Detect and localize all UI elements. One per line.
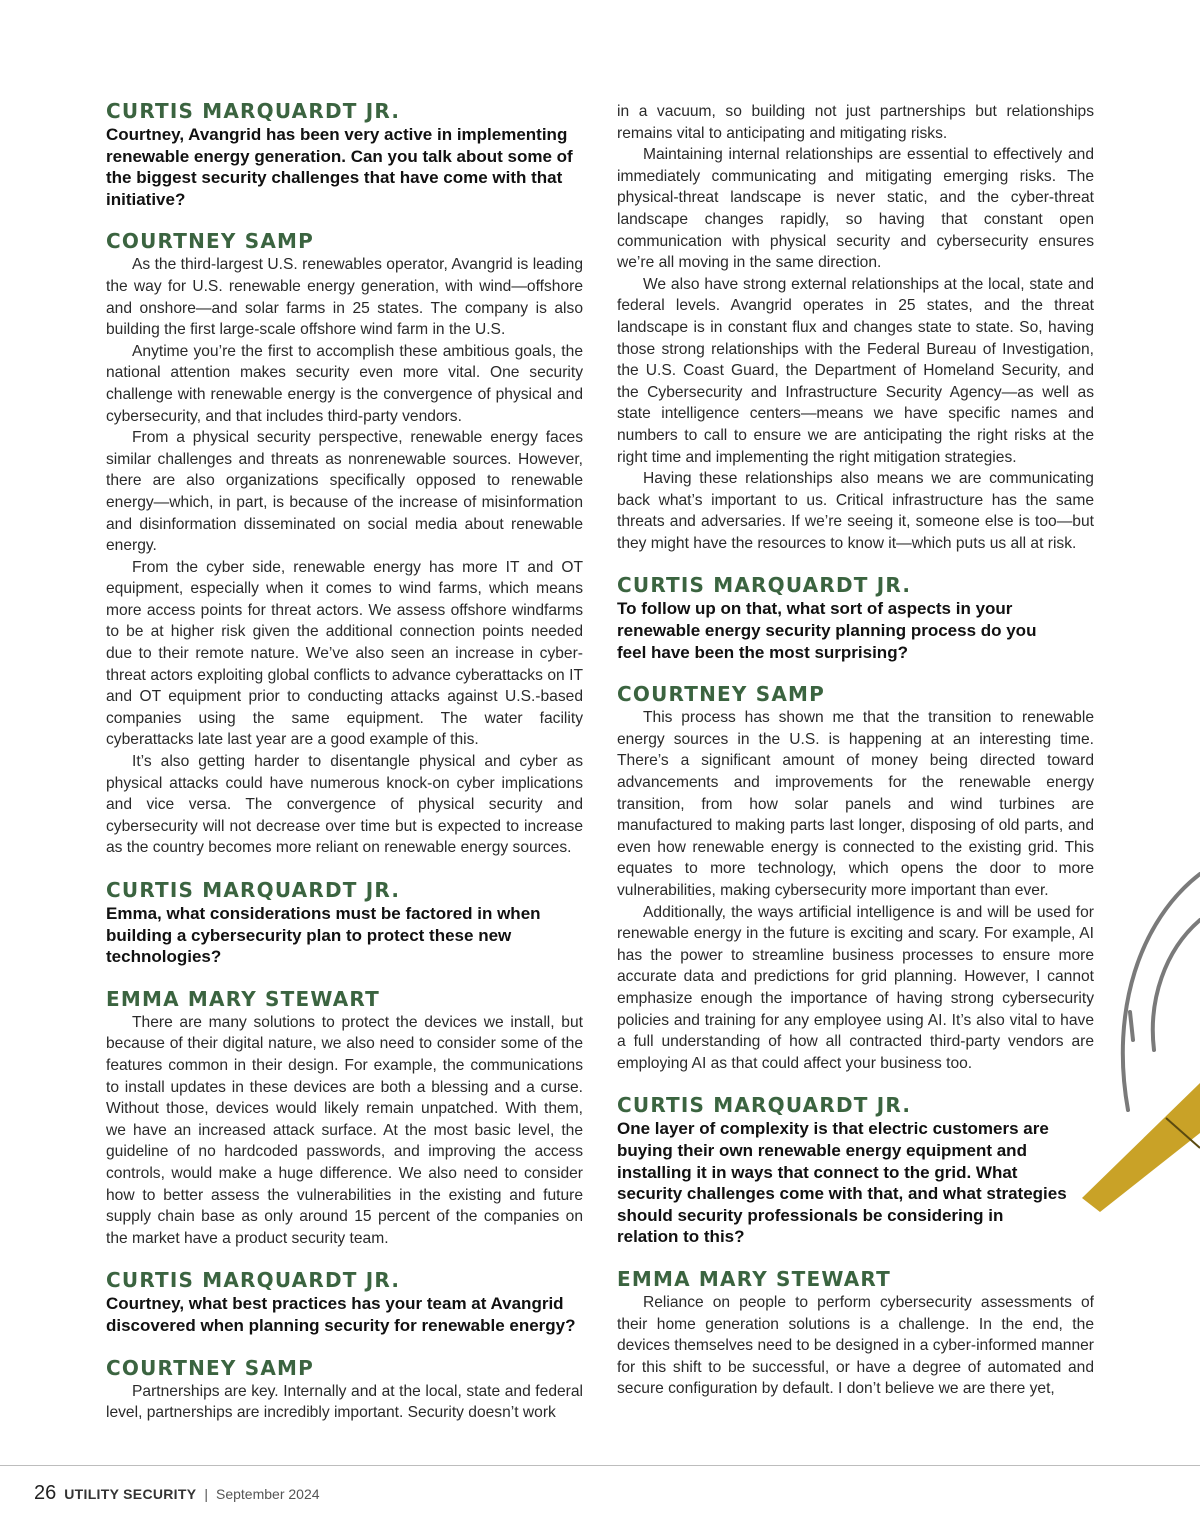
signal-arc-inner <box>1153 920 1200 1050</box>
speaker-label: COURTNEY SAMP <box>106 1355 314 1380</box>
issue-date: September 2024 <box>216 1486 320 1502</box>
signal-tick <box>1130 1012 1133 1040</box>
signal-arc-outer <box>1123 874 1200 1110</box>
decorative-signal-graphic <box>1070 860 1200 1240</box>
speaker-label: CURTIS MARQUARDT JR. <box>617 573 912 598</box>
speaker-label: COURTNEY SAMP <box>106 229 314 254</box>
speaker-label: CURTIS MARQUARDT JR. <box>106 1268 401 1293</box>
page-number: 26 <box>34 1482 57 1504</box>
right-column <box>617 101 1094 1400</box>
left-column <box>106 100 583 1424</box>
footer-rule <box>0 1465 1200 1466</box>
answer-paragraph: There are many solutions to protect the devices we install, but because of their digital nature, we also need to consider some of the features common in their design. For example, the communications to install updates in these devices are both a blessing and a curse. Without those, devices would likely remain unpatched. With them, we have an increased attack surface. At the most basic level, the guideline of no hardcoded passwords, and improving the access controls, would make a huge difference. We also need to consider how to better assess the vulnerabilities in the existing and future supply chain base as only around 15 percent of the companies on the market have a product security team. <box>106 1013 583 1247</box>
footer-separator: | <box>204 1486 208 1502</box>
speaker-label: EMMA MARY STEWART <box>106 986 380 1011</box>
speaker-label: CURTIS MARQUARDT JR. <box>617 1093 912 1118</box>
answer-paragraph: It’s also getting harder to disentangle physical and cyber as physical attacks could have numerous knock-on cyber implications and vice versa. The convergence of physical security and cybersecurity will not decrease over time but is expected to increase as the country becomes more reliant on renewable energy sources. <box>106 753 583 857</box>
interview-question: One layer of complexity is that electric customers are buying their own renewable energy equipment and installing it in ways that connect to the grid. What security challenges come with that, and what strategies should security professionals be considering in relation to this? <box>617 1119 1067 1247</box>
answer-paragraph: Maintaining internal relationships are essential to effectively and immediately communicating and mitigating emerging risks. The physical-threat landscape is never static, and the cyber-threat landscape changes rapidly, so having that constant open communication with physical security and cybersecurity ensures we’re all moving in the same direction. <box>617 146 1094 272</box>
interview-question: Courtney, what best practices has your team at Avangrid discovered when planning security for renewable energy? <box>106 1294 576 1335</box>
page-footer <box>34 1482 320 1508</box>
speaker-label: CURTIS MARQUARDT JR. <box>106 878 401 902</box>
answer-continuation: in a vacuum, so building not just partnerships but relationships remains vital to anticipating and mitigating risks. <box>617 103 1094 142</box>
interview-question: Emma, what considerations must be factored in when building a cybersecurity plan to protect these new technologies? <box>106 904 541 967</box>
answer-paragraph: Having these relationships also means we are communicating back what’s important to us. Critical infrastructure has the same threats and adversaries. If we’re seeing it, someone else is too—but they might have the resources to know it—which puts us all at risk. <box>617 470 1094 552</box>
speaker-label: EMMA MARY STEWART <box>617 1266 891 1291</box>
answer-paragraph: Partnerships are key. Internally and at the local, state and federal level, partnerships are incredibly important. Security doesn’t work <box>106 1382 583 1422</box>
answer-paragraph: We also have strong external relationships at the local, state and federal levels. Avangrid operates in 25 states, and the threat landscape is in constant flux and changes state to state. So, having those strong relationships with the Federal Bureau of Investigation, the U.S. Coast Guard, the Department of Homeland Security, and the Cybersecurity and Infrastructure Security Agency—as well as state intelligence centers—means we have specific names and numbers to call to ensure we are anticipating the right risks at the right time and implementing the right mitigation strategies. <box>617 275 1094 466</box>
answer-paragraph: Additionally, the ways artificial intelligence is and will be used for renewable energy in the future is exciting and scary. For example, AI has the power to streamline business processes to ensure more accurate data and predictions for grid planning. However, I cannot emphasize enough the importance of having strong cybersecurity policies and training for any employee using AI. It’s also vital to have a full understanding of how all contracted third-party vendors are employing AI as that could affect your business too. <box>617 903 1094 1072</box>
interview-question: To follow up on that, what sort of aspects in your renewable energy security planning process do you feel have been the most surprising? <box>617 599 1037 662</box>
answer-paragraph: This process has shown me that the transition to renewable energy sources in the U.S. is happening at an interesting time. There’s a significant amount of money being directed toward advancements and improvements for the renewable energy transition, from how solar panels and wind turbines are manufactured to making parts last longer, disposing of old parts, and even how renewable energy is connected to the existing grid. This equates to more technology, which opens the door to more vulnerabilities, making cybersecurity more important than ever. <box>617 709 1094 899</box>
answer-paragraph: As the third-largest U.S. renewables operator, Avangrid is leading the way for U.S. renewable energy generation, with wind—offshore and onshore—and solar farms in 25 states. The company is also building the first large-scale offshore wind farm in the U.S. <box>106 256 583 339</box>
answer-paragraph: Reliance on people to perform cybersecurity assessments of their home generation solutions is a challenge. In the end, the devices themselves need to be designed in a cyber-informed manner for this shift to be successful, or have a degree of automated and secure configuration by default. I don’t believe we are there yet, <box>617 1293 1094 1398</box>
interview-question: Courtney, Avangrid has been very active in implementing renewable energy generation. Can you talk about some of the biggest security challenges that have come with that initiative? <box>106 125 573 209</box>
speaker-label: COURTNEY SAMP <box>617 682 825 707</box>
speaker-label: CURTIS MARQUARDT JR. <box>106 99 401 123</box>
answer-paragraph: Anytime you’re the first to accomplish these ambitious goals, the national attention makes security even more vital. One security challenge with renewable energy is the convergence of physical and cybersecurity, and that includes third-party vendors. <box>106 342 583 425</box>
gold-beam-shape <box>1082 1083 1200 1212</box>
answer-paragraph: From the cyber side, renewable energy has more IT and OT equipment, especially when it comes to wind farms, which means more access points for threat actors. We assess offshore windfarms to be at higher risk given the additional connection points needed due to their remote nature. We’ve also seen an increase in cyber-threat actors exploiting global conflicts to advance cyberattacks on IT and OT equipment prior to conducting attacks against U.S.-based companies using the same equipment. The water facility cyberattacks late last year are a good example of this. <box>106 558 583 749</box>
answer-paragraph: From a physical security perspective, renewable energy faces similar challenges and threats as nonrenewable sources. However, there are also organizations specifically opposed to renewable energy—which, in part, is because of the increase of misinformation and disinformation disseminated on social media about renewable energy. <box>106 429 583 555</box>
publication-name: UTILITY SECURITY <box>64 1486 197 1502</box>
